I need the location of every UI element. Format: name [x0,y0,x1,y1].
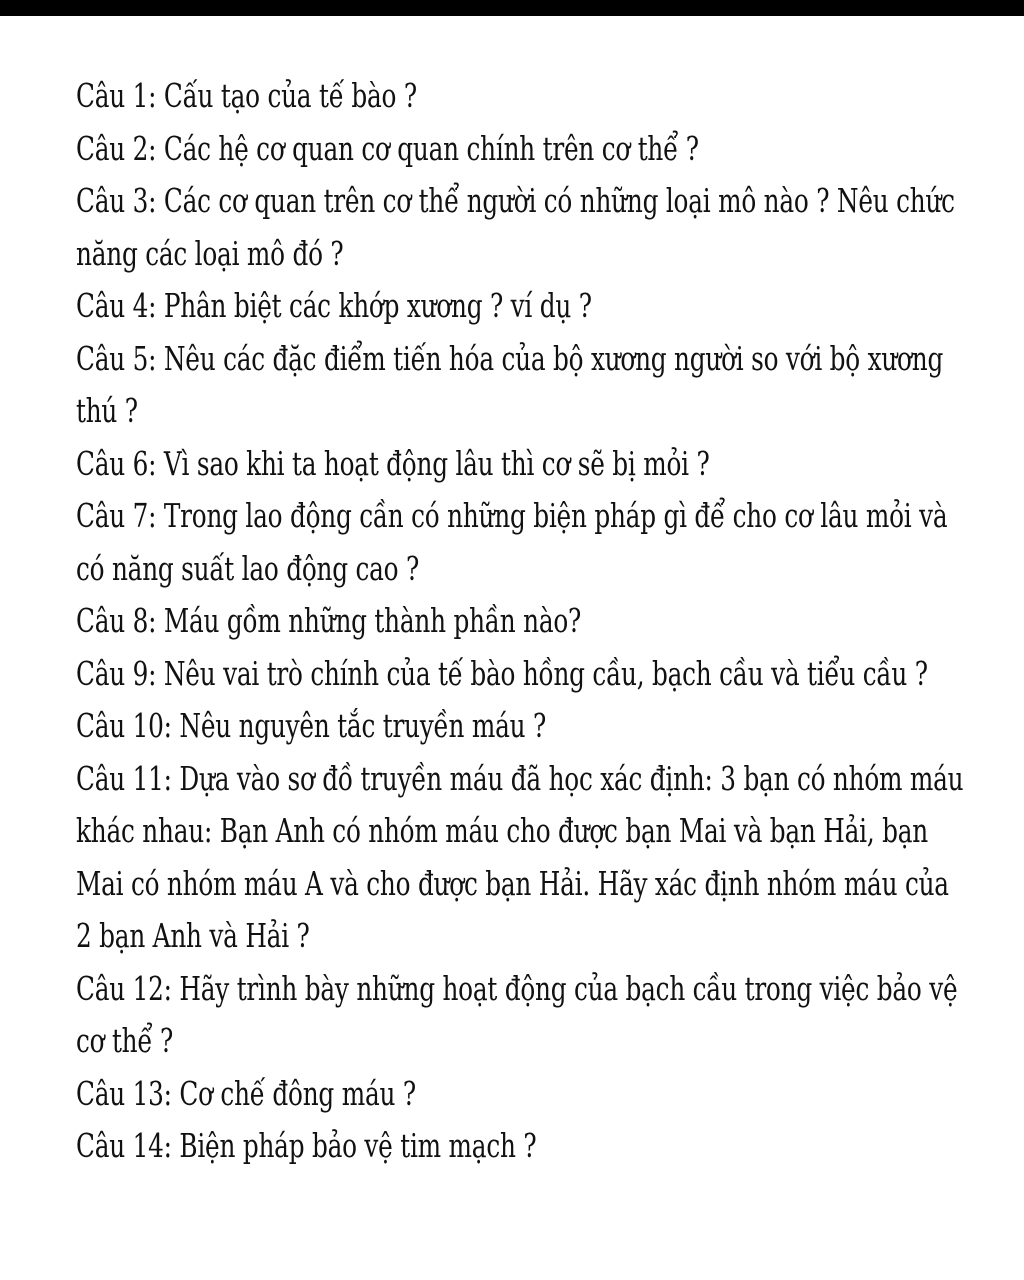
question-line-11-cont-3: 2 bạn Anh và Hải ? [76,916,310,955]
question-line-11-cont-1: khác nhau: Bạn Anh có nhóm máu cho được bạn Mai và bạn Hải, bạn [76,811,928,850]
question-line-11-cont-2: Mai có nhóm máu A và cho được bạn Hải. Hãy xác định nhóm máu của [76,863,949,903]
question-line-9: Câu 9: Nêu vai trò chính của tế bào hồng cầu, bạch cầu và tiểu cầu ? [76,653,928,693]
question-line-1: Câu 1: Cấu tạo của tế bào ? [76,76,417,115]
question-line-2: Câu 2: Các hệ cơ quan cơ quan chính trên cơ thể ? [76,128,699,168]
question-line-5-cont: thú ? [76,391,138,430]
question-list [76,70,966,1173]
question-line-8: Câu 8: Máu gồm những thành phần nào? [76,601,582,640]
top-black-bar [0,0,1024,16]
question-line-5: Câu 5: Nêu các đặc điểm tiến hóa của bộ xương người so với bộ xương [76,338,944,378]
question-line-12: Câu 12: Hãy trình bày những hoạt động của bạch cầu trong việc bảo vệ [76,968,958,1008]
question-line-12-cont: cơ thể ? [76,1021,174,1060]
question-line-6: Câu 6: Vì sao khi ta hoạt động lâu thì cơ sẽ bị mỏi ? [76,443,710,483]
question-line-7-cont: có năng suất lao động cao ? [76,548,420,588]
document-page [0,16,1024,1280]
question-line-10: Câu 10: Nêu nguyên tắc truyền máu ? [76,706,547,745]
question-line-11: Câu 11: Dựa vào sơ đồ truyền máu đã học xác định: 3 bạn có nhóm máu [76,758,964,798]
question-line-4: Câu 4: Phân biệt các khớp xương ? ví dụ ? [76,286,592,325]
question-line-3-cont: năng các loại mô đó ? [76,233,344,273]
question-line-14: Câu 14: Biện pháp bảo vệ tim mạch ? [76,1126,537,1165]
question-line-7: Câu 7: Trong lao động cần có những biện pháp gì để cho cơ lâu mỏi và [76,496,948,535]
question-line-3: Câu 3: Các cơ quan trên cơ thể người có những loại mô nào ? Nêu chức [76,181,955,220]
question-line-13: Câu 13: Cơ chế đông máu ? [76,1073,416,1113]
